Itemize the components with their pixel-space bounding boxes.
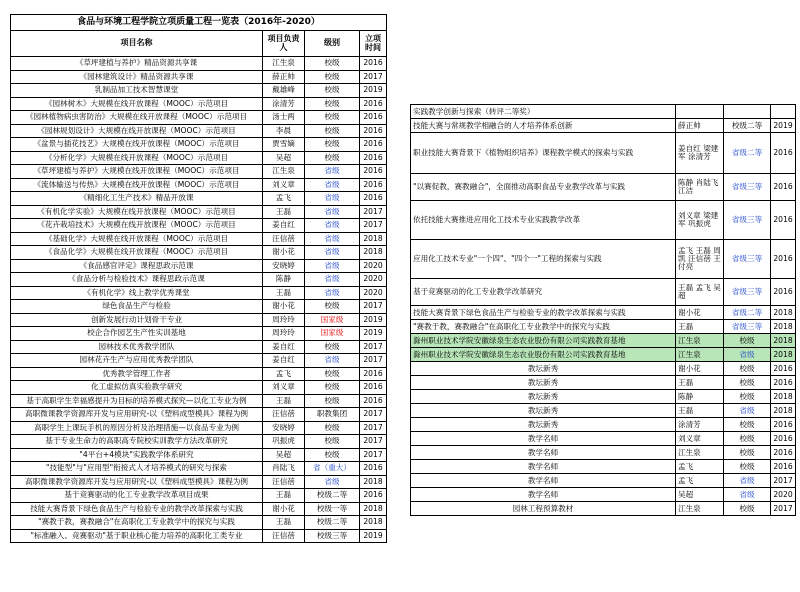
project-year: 2018 — [771, 334, 796, 348]
header-year: 立项时间 — [360, 31, 387, 57]
project-leader: 刘义章 — [263, 178, 305, 192]
project-level: 校级 — [305, 111, 360, 125]
table-title: 食品与环境工程学院立项质量工程一览表（2016年-2020） — [11, 15, 387, 31]
table-row — [411, 446, 796, 460]
project-year: 2016 — [360, 381, 387, 395]
project-name: "赛教于教，赛教融合"在高职化工专业教学中的探究与实践 — [411, 320, 676, 334]
project-year: 2017 — [360, 448, 387, 462]
project-leader: 吴超 — [676, 488, 724, 502]
table-row — [411, 362, 796, 376]
project-year: 2018 — [360, 516, 387, 530]
project-level: 校级 — [305, 57, 360, 71]
project-name: 乳制品加工技术智慧课堂 — [11, 84, 263, 98]
project-name: 应用化工技术专业"一个四"、"四个一"工程的探索与实践 — [411, 240, 676, 279]
project-year: 2016 — [360, 165, 387, 179]
table-row — [11, 111, 387, 125]
table-row — [411, 460, 796, 474]
project-name: 技能大赛背景下绿色食品生产与检验专业的教学改革探索与实践 — [411, 306, 676, 320]
table-row — [11, 421, 387, 435]
project-name: 《有机化学实验》大规模在线开放课程（MOOC）示范项目 — [11, 205, 263, 219]
project-leader: 贾雪嫡 — [263, 138, 305, 152]
project-leader: 王磊 — [676, 320, 724, 334]
project-name: 教学名师 — [411, 460, 676, 474]
project-level: 校级 — [305, 340, 360, 354]
project-leader: 安晓婷 — [263, 259, 305, 273]
table-row — [11, 57, 387, 71]
project-name: 基于竞赛驱动的化工专业教学改革项目成果 — [11, 489, 263, 503]
project-year: 2016 — [360, 394, 387, 408]
project-name: 基于专业生命力的高职高专院校实训教学方法改革研究 — [11, 435, 263, 449]
project-level: 省级 — [305, 259, 360, 273]
table-row — [411, 320, 796, 334]
project-name: 《基础化学》大规模在线开放课程（MOOC）示范项目 — [11, 232, 263, 246]
table-row — [11, 367, 387, 381]
project-name: 高职微课教学资源库开发与应用研究-以《塑料成型模具》课程为例 — [11, 475, 263, 489]
project-level: 校级 — [724, 390, 771, 404]
project-leader: 涂清芳 — [676, 418, 724, 432]
project-name: 滁州职业技术学院安徽绿泉生态农业股份有限公司实践教育基地 — [411, 334, 676, 348]
project-level: 校级 — [305, 367, 360, 381]
project-year: 2018 — [771, 390, 796, 404]
project-level: 省级 — [305, 273, 360, 287]
table-row — [411, 334, 796, 348]
project-level: 校级 — [305, 300, 360, 314]
table-row — [411, 105, 796, 119]
table-row — [11, 138, 387, 152]
project-year: 2018 — [360, 502, 387, 516]
project-leader: 王磊 — [263, 205, 305, 219]
table-row — [11, 394, 387, 408]
project-year: 2020 — [360, 273, 387, 287]
table-row — [411, 119, 796, 133]
project-leader: 孟飞 — [676, 474, 724, 488]
project-name: 《草坪建植与养护》大规模在线开放课程（MOOC）示范项目 — [11, 165, 263, 179]
project-leader: 王磊 — [263, 394, 305, 408]
project-leader: 江生泉 — [263, 57, 305, 71]
project-year: 2018 — [771, 320, 796, 334]
project-leader: 王磊 — [263, 489, 305, 503]
project-level: 省级 — [305, 354, 360, 368]
project-name: 教学名师 — [411, 446, 676, 460]
project-leader: 王磊 — [676, 376, 724, 390]
project-leader: 薛正帅 — [263, 70, 305, 84]
project-leader: 安晓婷 — [263, 421, 305, 435]
project-leader: 涂清芳 — [263, 97, 305, 111]
project-year: 2020 — [771, 488, 796, 502]
table-row — [411, 240, 796, 279]
project-name: 《精细化工生产技术》精品开放课 — [11, 192, 263, 206]
table-row — [411, 474, 796, 488]
table-row — [11, 192, 387, 206]
project-year: 2019 — [360, 327, 387, 341]
project-level: 校级 — [305, 97, 360, 111]
project-name: 《流体输送与传热》大规模在线开放课程（MOOC）示范项目 — [11, 178, 263, 192]
project-name: 滁州职业技术学院安徽绿泉生态农业股份有限公司实践教育基地 — [411, 348, 676, 362]
project-name: 《花卉栽培技术》大规模在线开放课程（MOOC）示范项目 — [11, 219, 263, 233]
table-row — [411, 306, 796, 320]
project-leader: 刘义章 梁建军 巩振虎 — [676, 201, 724, 240]
project-leader: 谢小花 — [676, 362, 724, 376]
project-leader: 戴雄峰 — [263, 84, 305, 98]
project-name: 《园林树木》大规模在线开放课程（MOOC）示范项目 — [11, 97, 263, 111]
project-year: 2016 — [771, 460, 796, 474]
project-level: 省级 — [724, 488, 771, 502]
project-level: 省级二等 — [724, 306, 771, 320]
project-level: 校级 — [305, 448, 360, 462]
project-name: "以赛促教，赛教融合"，全面推动高职食品专业教学改革与实践 — [411, 174, 676, 201]
project-year: 2017 — [771, 502, 796, 516]
table-row — [411, 390, 796, 404]
project-level: 校级 — [724, 334, 771, 348]
project-year: 2018 — [771, 306, 796, 320]
project-level: 省级三等 — [724, 279, 771, 306]
table-row — [11, 327, 387, 341]
project-name: 教坛新秀 — [411, 390, 676, 404]
project-name: 《食品化学》大规模在线开放课程（MOOC）示范项目 — [11, 246, 263, 260]
project-name: 高职学生上课玩手机的原因分析及治理措施—以食品专业为例 — [11, 421, 263, 435]
project-level: 省级二等 — [724, 133, 771, 174]
project-name: 《食品感官评定》课程思政示范课 — [11, 259, 263, 273]
table-row — [11, 408, 387, 422]
table-row — [11, 205, 387, 219]
project-name: 技能大赛与常规教学相融合的人才培养体系创新 — [411, 119, 676, 133]
project-year: 2019 — [360, 529, 387, 543]
project-level: 校级 — [305, 138, 360, 152]
project-level: 校级二等 — [724, 119, 771, 133]
project-level: 校级三等 — [305, 529, 360, 543]
project-name: 园林花卉生产与应用优秀教学团队 — [11, 354, 263, 368]
project-name: "赛教于教，赛教融合"在高职化工专业教学中的探究与实践 — [11, 516, 263, 530]
table-row — [411, 279, 796, 306]
project-year: 2016 — [360, 462, 387, 476]
project-leader: 江生泉 — [676, 334, 724, 348]
project-leader: 李晨 — [263, 124, 305, 138]
table-row — [11, 286, 387, 300]
project-leader: 谢小花 — [676, 306, 724, 320]
table-row — [11, 165, 387, 179]
project-name: 技能大赛背景下绿色食品生产与检验专业的教学改革探索与实践 — [11, 502, 263, 516]
project-name: "4平台+4模块"实践教学体系研究 — [11, 448, 263, 462]
header-project-name: 项目名称 — [11, 31, 263, 57]
project-year: 2019 — [360, 313, 387, 327]
project-year: 2018 — [771, 404, 796, 418]
table-row — [411, 502, 796, 516]
project-leader: 王磊 — [263, 516, 305, 530]
table-row — [11, 300, 387, 314]
project-leader: 汪信蓓 — [263, 475, 305, 489]
project-level: 职教集团 — [305, 408, 360, 422]
project-year — [771, 105, 796, 119]
project-level: 省级 — [724, 404, 771, 418]
project-leader: 姜自红 — [263, 340, 305, 354]
project-year: 2016 — [771, 418, 796, 432]
project-name: 绿色食品生产与检验 — [11, 300, 263, 314]
project-year: 2016 — [360, 111, 387, 125]
table-row — [411, 201, 796, 240]
project-name: 《分析化学》大规模在线开放课程（MOOC）示范项目 — [11, 151, 263, 165]
table-header-row — [11, 31, 387, 57]
project-leader: 王磊 — [263, 286, 305, 300]
project-year: 2018 — [360, 232, 387, 246]
table-row — [411, 348, 796, 362]
project-leader: 薛正帅 — [676, 119, 724, 133]
project-year: 2016 — [360, 57, 387, 71]
project-level: 校级一等 — [305, 502, 360, 516]
project-leader: 王磊 — [676, 404, 724, 418]
project-level: 省级 — [305, 219, 360, 233]
table-row — [11, 178, 387, 192]
project-level: 校级 — [305, 124, 360, 138]
project-name: 教学名师 — [411, 432, 676, 446]
project-year: 2017 — [360, 421, 387, 435]
project-year: 2018 — [360, 246, 387, 260]
table-row — [411, 133, 796, 174]
project-name: 《园林植物病虫害防治》大规模在线开放课程（MOOC）示范项目 — [11, 111, 263, 125]
table-row — [11, 435, 387, 449]
table-row — [11, 516, 387, 530]
project-leader: 汪信蓓 — [263, 408, 305, 422]
project-year: 2016 — [360, 367, 387, 381]
project-leader: 陈静 — [263, 273, 305, 287]
project-level: 校级二等 — [305, 516, 360, 530]
project-name: 校企合作园艺生产性实训基地 — [11, 327, 263, 341]
project-year: 2016 — [360, 178, 387, 192]
project-leader: 孟飞 — [263, 367, 305, 381]
project-level: 校级 — [724, 432, 771, 446]
table-row — [11, 70, 387, 84]
project-name: 《草坪建植与养护》精品资源共享课 — [11, 57, 263, 71]
project-year: 2017 — [360, 70, 387, 84]
project-year: 2017 — [360, 408, 387, 422]
project-name: 教坛新秀 — [411, 418, 676, 432]
project-leader — [676, 105, 724, 119]
table-row — [411, 404, 796, 418]
project-level: 省级三等 — [724, 174, 771, 201]
table-row — [11, 502, 387, 516]
project-year: 2016 — [360, 97, 387, 111]
project-year: 2016 — [771, 446, 796, 460]
project-leader: 吴超 — [263, 151, 305, 165]
project-level: 省级 — [305, 475, 360, 489]
project-leader: 姜自红 梁建军 涂清芳 — [676, 133, 724, 174]
project-year: 2017 — [360, 435, 387, 449]
project-level: 省级三等 — [724, 240, 771, 279]
project-year: 2017 — [771, 474, 796, 488]
table-row — [11, 462, 387, 476]
project-year: 2017 — [360, 340, 387, 354]
project-name: 优秀教学管理工作者 — [11, 367, 263, 381]
project-level: 校级 — [305, 394, 360, 408]
project-level: 校级 — [305, 421, 360, 435]
project-level: 校级 — [724, 446, 771, 460]
project-leader: 周玲玲 — [263, 313, 305, 327]
project-year: 2016 — [771, 376, 796, 390]
project-leader: 江生泉 — [676, 502, 724, 516]
project-name: 创新发展行动计划骨干专业 — [11, 313, 263, 327]
project-name: 基于高职学生幸福感提升为目标的培养模式探究—以化工专业为例 — [11, 394, 263, 408]
project-year: 2016 — [771, 279, 796, 306]
project-name: 职业技能大赛背景下《植物组织培养》课程教学模式的探索与实践 — [411, 133, 676, 174]
table-row — [11, 340, 387, 354]
project-level: 校级 — [724, 502, 771, 516]
project-level: 校级 — [305, 435, 360, 449]
table-row — [11, 232, 387, 246]
project-level: 校级二等 — [305, 489, 360, 503]
project-name: 化工虚拟仿真实验教学研究 — [11, 381, 263, 395]
project-leader: 陈静 肖陆飞 江洁 — [676, 174, 724, 201]
project-leader: 孟飞 — [676, 460, 724, 474]
project-year: 2016 — [360, 489, 387, 503]
project-leader: 江生泉 — [676, 446, 724, 460]
project-level: 校级 — [305, 151, 360, 165]
header-leader: 项目负责人 — [263, 31, 305, 57]
project-name: 《盆景与插花技艺》大规模在线开放课程（MOOC）示范项目 — [11, 138, 263, 152]
project-name: 《园林规划设计》大规模在线开放课程（MOOC）示范项目 — [11, 124, 263, 138]
project-name: 园林技术优秀教学团队 — [11, 340, 263, 354]
left-project-table — [10, 14, 387, 543]
project-leader: 刘义章 — [263, 381, 305, 395]
project-year: 2020 — [360, 259, 387, 273]
project-level: 省级 — [724, 474, 771, 488]
project-year: 2017 — [360, 300, 387, 314]
project-name: 教学名师 — [411, 488, 676, 502]
table-row — [11, 151, 387, 165]
project-name: 依托技能大赛推进应用化工技术专业实践教学改革 — [411, 201, 676, 240]
table-row — [411, 376, 796, 390]
project-name: 教坛新秀 — [411, 376, 676, 390]
project-year: 2016 — [771, 174, 796, 201]
project-year: 2016 — [771, 432, 796, 446]
table-row — [411, 418, 796, 432]
project-name: 教学名师 — [411, 474, 676, 488]
project-level — [724, 105, 771, 119]
table-row — [11, 529, 387, 543]
project-leader: 周玲玲 — [263, 327, 305, 341]
table-row — [11, 97, 387, 111]
project-level: 省级 — [305, 205, 360, 219]
project-leader: 江生泉 — [676, 348, 724, 362]
project-leader: 巩振虎 — [263, 435, 305, 449]
project-leader: 汪信蓓 — [263, 529, 305, 543]
header-level: 级别 — [305, 31, 360, 57]
project-year: 2016 — [771, 201, 796, 240]
project-level: 省级 — [305, 178, 360, 192]
table-row — [11, 475, 387, 489]
project-level: 省级 — [305, 286, 360, 300]
project-year: 2016 — [360, 192, 387, 206]
project-level: 校级 — [724, 376, 771, 390]
table-row — [11, 259, 387, 273]
project-name: 《食品分析与检验技术》课程思政示范课 — [11, 273, 263, 287]
project-year: 2016 — [771, 133, 796, 174]
project-leader: 谢小花 — [263, 300, 305, 314]
project-level: 国家级 — [305, 327, 360, 341]
project-leader: 谢小花 — [263, 246, 305, 260]
project-name: 实践教学创新与探索（转评二等奖） — [411, 105, 676, 119]
table-row — [11, 448, 387, 462]
project-year: 2017 — [360, 219, 387, 233]
project-level: 省级三等 — [724, 320, 771, 334]
project-leader: 汪信蓓 — [263, 232, 305, 246]
table-row — [11, 84, 387, 98]
project-level: 省级 — [305, 246, 360, 260]
project-level: 校级 — [724, 418, 771, 432]
table-row — [411, 432, 796, 446]
project-name: "标准融入、竞赛驱动"基于职业核心能力培养的高职化工类专业 — [11, 529, 263, 543]
project-level: 省级 — [305, 192, 360, 206]
project-year: 2016 — [360, 151, 387, 165]
table-row — [11, 219, 387, 233]
project-level: 省级 — [305, 232, 360, 246]
project-level: 省级三等 — [724, 201, 771, 240]
table-row — [11, 489, 387, 503]
project-year: 2019 — [360, 84, 387, 98]
project-leader: 陈静 — [676, 390, 724, 404]
project-name: 园林工程预算教材 — [411, 502, 676, 516]
project-leader: 刘义章 — [676, 432, 724, 446]
project-level: 省（重大） — [305, 462, 360, 476]
table-row — [411, 174, 796, 201]
project-year: 2016 — [771, 362, 796, 376]
project-name: 高职微课教学资源库开发与应用研究-以《塑料成型模具》课程为例 — [11, 408, 263, 422]
project-level: 校级 — [724, 460, 771, 474]
project-name: 教坛新秀 — [411, 404, 676, 418]
project-level: 校级 — [305, 381, 360, 395]
table-row — [411, 488, 796, 502]
project-level: 校级 — [724, 362, 771, 376]
project-leader: 孟飞 王磊 周凯 汪信蓓 王付亮 — [676, 240, 724, 279]
project-year: 2018 — [771, 348, 796, 362]
project-leader: 姜自红 — [263, 354, 305, 368]
project-year: 2016 — [360, 138, 387, 152]
project-leader: 吴超 — [263, 448, 305, 462]
project-year: 2017 — [360, 354, 387, 368]
project-level: 校级 — [305, 84, 360, 98]
table-row — [11, 124, 387, 138]
project-name: 《有机化学》线上教学优秀课堂 — [11, 286, 263, 300]
table-row — [11, 313, 387, 327]
project-year: 2016 — [360, 124, 387, 138]
table-row — [11, 273, 387, 287]
project-leader: 江生泉 — [263, 165, 305, 179]
project-year: 2017 — [360, 205, 387, 219]
project-leader: 孟飞 — [263, 192, 305, 206]
project-year: 2018 — [360, 475, 387, 489]
project-leader: 肖陆飞 — [263, 462, 305, 476]
project-name: "技能型"与"应用型"衔接式人才培养模式的研究与探索 — [11, 462, 263, 476]
project-name: 《园林建筑设计》精品资源共享课 — [11, 70, 263, 84]
project-level: 省级 — [305, 165, 360, 179]
project-leader: 王磊 孟飞 吴超 — [676, 279, 724, 306]
project-level: 省级 — [724, 348, 771, 362]
project-leader: 汤士两 — [263, 111, 305, 125]
table-row — [11, 381, 387, 395]
table-row — [11, 246, 387, 260]
right-project-table — [410, 104, 796, 516]
project-level: 校级 — [305, 70, 360, 84]
project-year: 2020 — [360, 286, 387, 300]
project-name: 教坛新秀 — [411, 362, 676, 376]
project-leader: 姜自红 — [263, 219, 305, 233]
project-year: 2019 — [771, 119, 796, 133]
project-name: 基于竞赛驱动的化工专业教学改革研究 — [411, 279, 676, 306]
project-level: 国家级 — [305, 313, 360, 327]
project-year: 2016 — [771, 240, 796, 279]
table-row — [11, 354, 387, 368]
project-leader: 谢小花 — [263, 502, 305, 516]
